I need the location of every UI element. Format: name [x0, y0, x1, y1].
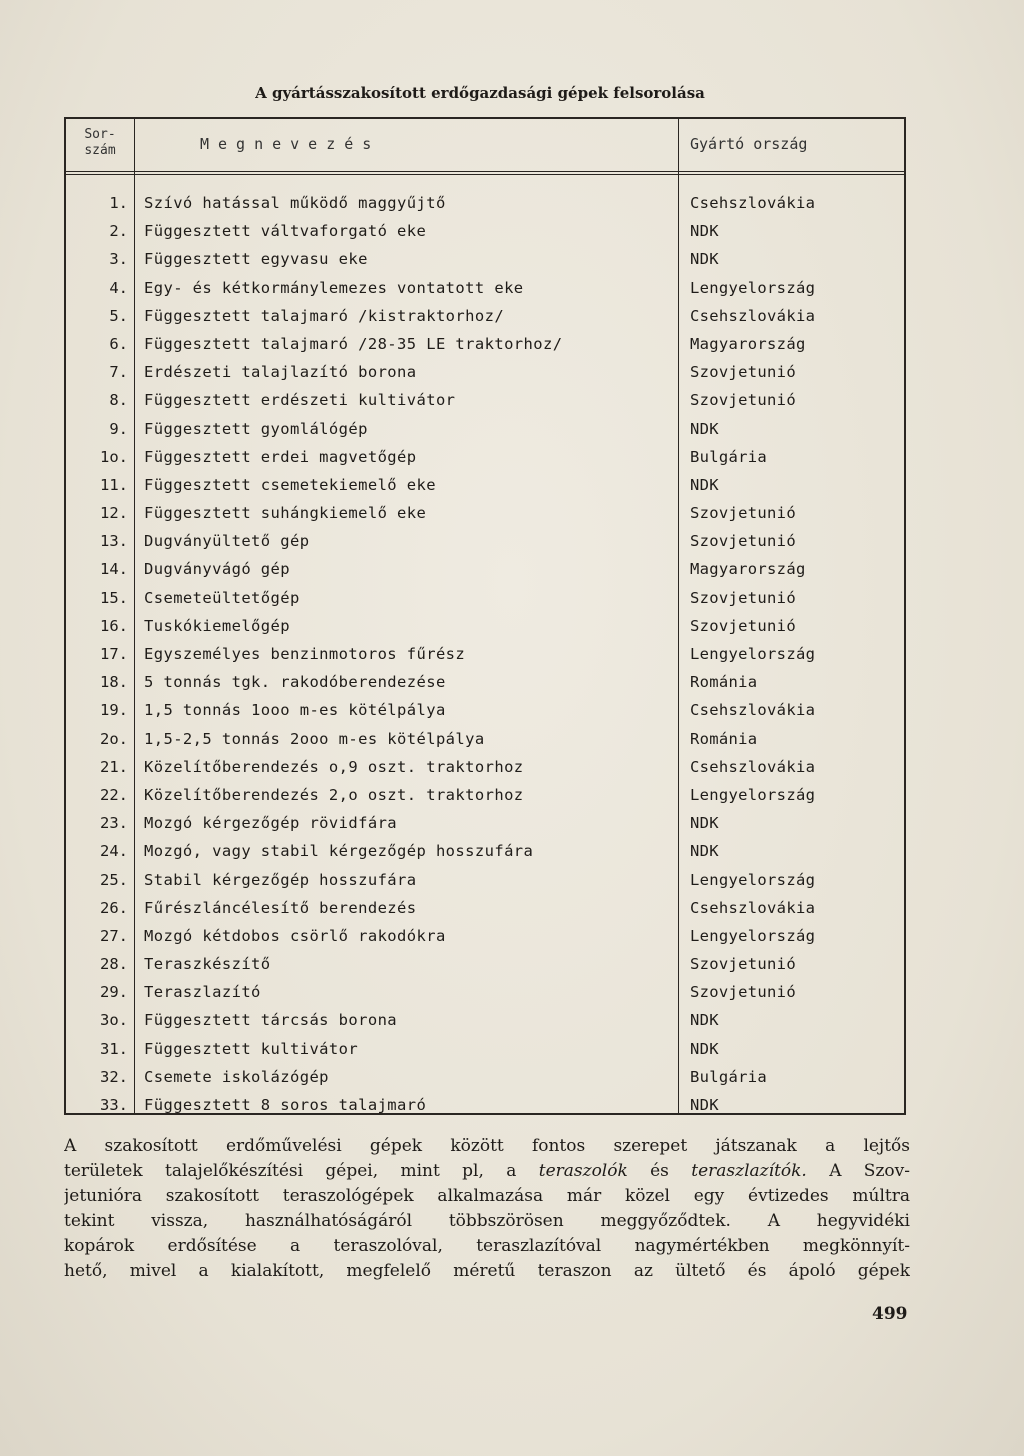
- table-row: [66, 950, 904, 978]
- row-country: NDK: [690, 1011, 719, 1030]
- row-machine-name: 5 tonnás tgk. rakodóberendezése: [144, 673, 446, 692]
- paragraph-text: hető, mivel a kialakított, megfelelő méretű teraszon az ültető és ápoló gépek: [64, 1261, 910, 1281]
- header-country: Gyártó ország: [690, 135, 808, 153]
- row-number: 24.: [100, 842, 128, 861]
- row-number: 33.: [100, 1096, 128, 1114]
- row-country: Csehszlovákia: [690, 898, 816, 917]
- row-number: 1.: [109, 194, 128, 212]
- row-country: Csehszlovákia: [690, 194, 816, 212]
- paragraph-text: jetunióra szakosított teraszológépek alkalmazása már közel egy évtizedes múltra: [64, 1186, 910, 1206]
- row-number: 5.: [109, 306, 128, 325]
- body-paragraph: [64, 1134, 910, 1284]
- table-title: [0, 84, 960, 102]
- row-number: 28.: [100, 955, 128, 974]
- row-machine-name: Függesztett 8 soros talajmaró: [144, 1096, 427, 1114]
- row-machine-name: Dugványültető gép: [144, 532, 310, 551]
- row-country: NDK: [690, 475, 719, 494]
- table-row: [66, 245, 904, 273]
- row-country: Magyarország: [690, 334, 806, 353]
- table-row: [66, 781, 904, 809]
- table-row: [66, 1063, 904, 1091]
- row-country: Szovjetunió: [690, 391, 796, 410]
- table-row: [66, 668, 904, 696]
- row-country: NDK: [690, 842, 719, 861]
- row-machine-name: Függesztett gyomlálógép: [144, 419, 368, 438]
- row-machine-name: Függesztett talajmaró /28-35 LE traktorhoz/: [144, 334, 563, 353]
- row-country: Csehszlovákia: [690, 306, 816, 325]
- paragraph-emphasis: teraszlazítók.: [691, 1161, 807, 1181]
- row-machine-name: Egy- és kétkormánylemezes vontatott eke: [144, 278, 524, 297]
- row-country: Lengyelország: [690, 926, 816, 945]
- row-number: 25.: [100, 870, 128, 889]
- row-number: 22.: [100, 785, 128, 804]
- row-machine-name: Függesztett suhángkiemelő eke: [144, 504, 427, 523]
- row-machine-name: 1,5-2,5 tonnás 2ooo m-es kötélpálya: [144, 729, 485, 748]
- row-country: Magyarország: [690, 560, 806, 579]
- row-country: NDK: [690, 1096, 719, 1114]
- row-machine-name: Teraszkészítő: [144, 955, 271, 974]
- table-body: [66, 189, 904, 1119]
- row-country: Románia: [690, 729, 758, 748]
- row-country: Lengyelország: [690, 785, 816, 804]
- row-machine-name: Fűrészláncélesítő berendezés: [144, 898, 417, 917]
- row-number: 2o.: [100, 729, 128, 748]
- row-country: Szovjetunió: [690, 363, 796, 382]
- row-machine-name: Függesztett erdészeti kultivátor: [144, 391, 456, 410]
- table-row: [66, 189, 904, 217]
- table-row: [66, 753, 904, 781]
- row-number: 12.: [100, 504, 128, 523]
- row-machine-name: Függesztett talajmaró /kistraktorhoz/: [144, 306, 505, 325]
- row-machine-name: Teraszlazító: [144, 983, 261, 1002]
- row-country: NDK: [690, 1039, 719, 1058]
- row-number: 1o.: [100, 447, 128, 466]
- row-machine-name: Mozgó kérgezőgép rövidfára: [144, 814, 398, 833]
- row-country: Csehszlovákia: [690, 757, 816, 776]
- row-country: Lengyelország: [690, 645, 816, 663]
- paragraph-line: [64, 1134, 910, 1159]
- table-row: [66, 866, 904, 894]
- row-machine-name: Mozgó kétdobos csörlő rakodókra: [144, 926, 446, 945]
- row-country: Csehszlovákia: [690, 701, 816, 720]
- table-row: [66, 1006, 904, 1034]
- table-row: [66, 978, 904, 1006]
- row-number: 31.: [100, 1039, 128, 1058]
- row-country: Szovjetunió: [690, 616, 796, 635]
- table-row: [66, 922, 904, 950]
- table-row: [66, 415, 904, 443]
- row-number: 26.: [100, 898, 128, 917]
- row-machine-name: Erdészeti talajlazító borona: [144, 363, 417, 382]
- paragraph-text: területek talajelőkészítési gépei, mint pl, a: [64, 1161, 539, 1181]
- row-number: 8.: [109, 391, 128, 410]
- paragraph-emphasis: teraszolók: [538, 1161, 628, 1181]
- row-number: 21.: [100, 757, 128, 776]
- paragraph-line: [64, 1209, 910, 1234]
- row-machine-name: Dugványvágó gép: [144, 560, 290, 579]
- table-row: [66, 443, 904, 471]
- row-machine-name: Közelítőberendezés o,9 oszt. traktorhoz: [144, 757, 524, 776]
- row-machine-name: Függesztett erdei magvetőgép: [144, 447, 417, 466]
- row-country: Szovjetunió: [690, 588, 796, 607]
- row-number: 11.: [100, 475, 128, 494]
- row-country: Bulgária: [690, 447, 768, 466]
- table-row: [66, 302, 904, 330]
- paragraph-line: [64, 1234, 910, 1259]
- paragraph-text: A Szov-: [806, 1161, 910, 1181]
- table-title-text: A gyártásszakosított erdőgazdasági gépek felsorolása: [255, 84, 705, 102]
- row-machine-name: Stabil kérgezőgép hosszufára: [144, 870, 417, 889]
- table-row: [66, 894, 904, 922]
- row-number: 3o.: [100, 1011, 128, 1030]
- table-row: [66, 725, 904, 753]
- header-number: Sor- szám: [84, 127, 116, 158]
- row-machine-name: Függesztett kultivátor: [144, 1039, 359, 1058]
- paragraph-line: [64, 1159, 910, 1184]
- row-machine-name: Egyszemélyes benzinmotoros fűrész: [144, 645, 466, 663]
- row-country: Lengyelország: [690, 870, 816, 889]
- row-number: 27.: [100, 926, 128, 945]
- table-row: [66, 555, 904, 583]
- row-machine-name: Függesztett váltvaforgató eke: [144, 222, 427, 241]
- row-country: Szovjetunió: [690, 955, 796, 974]
- table-row: [66, 584, 904, 612]
- paragraph-line: [64, 1259, 910, 1284]
- row-country: Szovjetunió: [690, 504, 796, 523]
- table-row: [66, 330, 904, 358]
- row-number: 4.: [109, 278, 128, 297]
- row-machine-name: Függesztett csemetekiemelő eke: [144, 475, 436, 494]
- table-row: [66, 358, 904, 386]
- row-machine-name: Csemeteültetőgép: [144, 588, 300, 607]
- row-number: 16.: [100, 616, 128, 635]
- row-number: 3.: [109, 250, 128, 269]
- table-row: [66, 612, 904, 640]
- page-number: 499: [872, 1304, 908, 1324]
- row-machine-name: Közelítőberendezés 2,o oszt. traktorhoz: [144, 785, 524, 804]
- row-number: 19.: [100, 701, 128, 720]
- paragraph-text: és: [627, 1161, 692, 1181]
- header-name: Megnevezés: [200, 135, 381, 153]
- row-number: 18.: [100, 673, 128, 692]
- row-number: 6.: [109, 334, 128, 353]
- row-country: Lengyelország: [690, 278, 816, 297]
- row-machine-name: Mozgó, vagy stabil kérgezőgép hosszufára: [144, 842, 534, 861]
- row-number: 23.: [100, 814, 128, 833]
- row-country: NDK: [690, 222, 719, 241]
- table-row: [66, 527, 904, 555]
- table-row: [66, 386, 904, 414]
- table-row: [66, 640, 904, 668]
- paragraph-text: kopárok erdősítése a teraszolóval, teraszlazítóval nagymértékben megkönnyít-: [64, 1236, 910, 1256]
- row-number: 14.: [100, 560, 128, 579]
- table-header: [66, 119, 904, 175]
- row-country: NDK: [690, 250, 719, 269]
- row-number: 29.: [100, 983, 128, 1002]
- row-number: 9.: [109, 419, 128, 438]
- row-country: NDK: [690, 419, 719, 438]
- row-number: 13.: [100, 532, 128, 551]
- table-row: [66, 1035, 904, 1063]
- machines-table: [64, 117, 906, 1115]
- paragraph-line: [64, 1184, 910, 1209]
- paragraph-text: A szakosított erdőművelési gépek között fontos szerepet játszanak a lejtős: [64, 1136, 910, 1156]
- paragraph-text: tekint vissza, használhatóságáról többszörösen meggyőződtek. A hegyvidéki: [64, 1211, 910, 1231]
- row-number: 17.: [100, 645, 128, 663]
- table-row: [66, 809, 904, 837]
- row-machine-name: Szívó hatással működő maggyűjtő: [144, 194, 446, 212]
- row-country: Szovjetunió: [690, 532, 796, 551]
- table-row: [66, 471, 904, 499]
- row-machine-name: Függesztett egyvasu eke: [144, 250, 368, 269]
- row-number: 15.: [100, 588, 128, 607]
- table-row: [66, 499, 904, 527]
- row-country: Románia: [690, 673, 758, 692]
- row-machine-name: Csemete iskolázógép: [144, 1067, 329, 1086]
- row-country: NDK: [690, 814, 719, 833]
- row-number: 32.: [100, 1067, 128, 1086]
- row-machine-name: Függesztett tárcsás borona: [144, 1011, 398, 1030]
- table-row: [66, 1091, 904, 1119]
- table-row: [66, 274, 904, 302]
- row-country: Bulgária: [690, 1067, 768, 1086]
- table-row: [66, 217, 904, 245]
- row-machine-name: Tuskókiemelőgép: [144, 616, 290, 635]
- table-row: [66, 837, 904, 865]
- row-machine-name: 1,5 tonnás 1ooo m-es kötélpálya: [144, 701, 446, 720]
- row-number: 2.: [109, 222, 128, 241]
- row-country: Szovjetunió: [690, 983, 796, 1002]
- table-row: [66, 696, 904, 724]
- row-number: 7.: [109, 363, 128, 382]
